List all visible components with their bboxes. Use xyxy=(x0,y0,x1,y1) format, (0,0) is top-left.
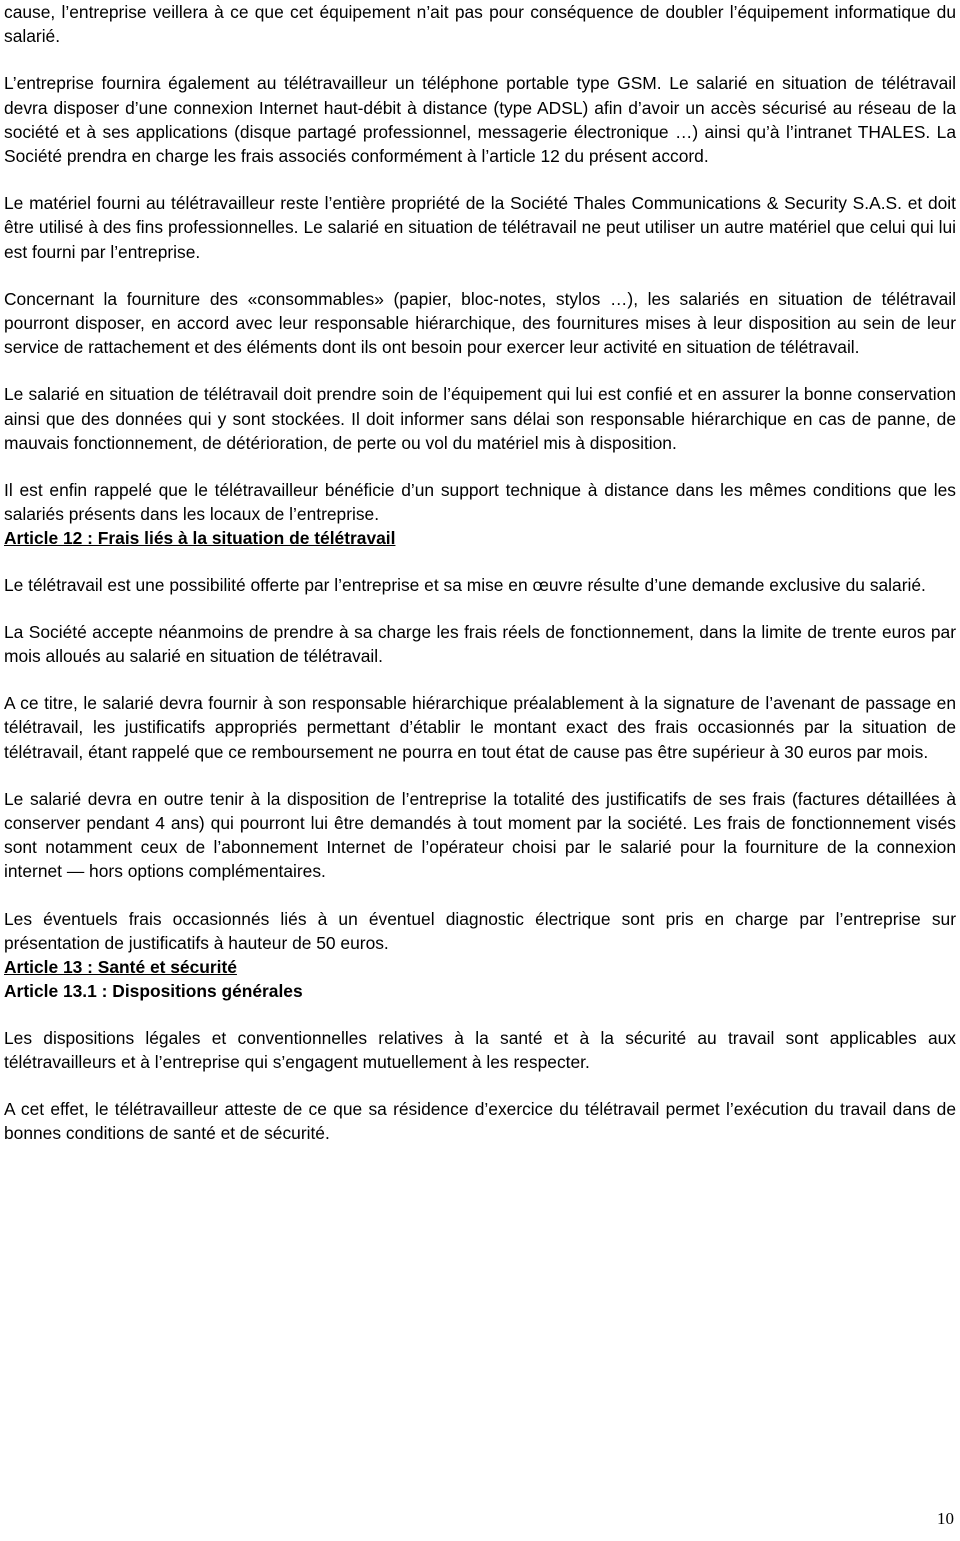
article-12-paragraph: Le télétravail est une possibilité offerte par l’entreprise et sa mise en œuvre résulte d’une demande exclusive du salarié. xyxy=(4,574,926,595)
article-13-paragraph: A cet effet, le télétravailleur atteste de ce que sa résidence d’exercice du télétravail permet l’exécution du travail dans de bonnes conditions de santé et de sécurité. xyxy=(4,1098,956,1144)
article-13-paragraph: Les dispositions légales et conventionnelles relatives à la santé et à la sécurité au travail sont applicables aux télétravailleurs et à l’entreprise qui s’engagent mutuellement à les respecter. xyxy=(4,1027,956,1072)
paragraph-support: Il est enfin rappelé que le télétravailleur bénéficie d’un support technique à distance dans les mêmes conditions que les salariés présents dans les locaux de l’entreprise. xyxy=(4,480,956,525)
article-12-paragraph: A ce titre, le salarié devra fournir à son responsable hiérarchique préalablement à la signature de l’avenant de passage en télétravail, les justificatifs appropriés permettant d’établir le montant exact des frais occasionnés par la situation de télétravail, étant rappelé que ce remboursement ne pourra en tout état de cause pas être supérieur à 30 euros par mois. xyxy=(4,693,956,762)
article-12-paragraph: Les éventuels frais occasionnés liés à un éventuel diagnostic électrique sont pris en charge par l’entreprise sur présentation de justificatifs à hauteur de 50 euros. xyxy=(4,908,956,953)
article-12-heading: Article 12 : Frais liés à la situation de télétravail xyxy=(4,528,396,549)
article-13-heading: Article 13 : Santé et sécurité xyxy=(4,957,237,978)
article-12-paragraph: La Société accepte néanmoins de prendre à sa charge les frais réels de fonctionnement, dans la limite de trente euros par mois alloués au salarié en situation de télétravail. xyxy=(4,621,956,667)
paragraph-property: Le matériel fourni au télétravailleur reste l’entière propriété de la Société Thales Communications & Security S.A.S. et doit être utilisé à des fins professionnelles. Le salarié en situation de télétravail ne peut utiliser un autre matériel que celui qui lui est fourni par l’entreprise. xyxy=(4,193,956,262)
page-number: 10 xyxy=(937,1509,954,1528)
article-12-paragraph: Le salarié devra en outre tenir à la disposition de l’entreprise la totalité des justificatifs de ses frais (factures détaillées à conserver pendant 4 ans) qui pourront lui être demandés à tout moment par la société. Les frais de fonctionnement visés sont notamment ceux de l’abonnement Internet de l’opérateur choisi par le salarié pour la fourniture de la connexion internet — hors options complémentaires. xyxy=(4,788,956,882)
article-13-1-heading: Article 13.1 : Dispositions générales xyxy=(4,981,303,1002)
paragraph-consumables: Concernant la fourniture des «consommables» (papier, bloc-notes, stylos …), les salariés en situation de télétravail pourront disposer, en accord avec leur responsable hiérarchique, des fournitures mises à leur disposition au sein de leur service de rattachement et des éléments dont ils ont besoin pour exercer leur activité en situation de télétravail. xyxy=(4,288,956,358)
document-page xyxy=(4,0,956,1145)
paragraph-care: Le salarié en situation de télétravail doit prendre soin de l’équipement qui lui est confié et en assurer la bonne conservation ainsi que des données qui y sont stockées. Il doit informer sans délai son responsable hiérarchique en cas de panne, de mauvais fonctionnement, de détérioration, de perte ou vol du matériel mis à disposition. xyxy=(4,384,956,453)
paragraph-phone-internet: L’entreprise fournira également au télétravailleur un téléphone portable type GSM. Le salarié en situation de télétravail devra disposer d’une connexion Internet haut-débit à distance (type ADSL) afin d’avoir un accès sécurisé au réseau de la société et à ses applications (disque partagé professionnel, messagerie électronique …) ainsi qu’à l’intranet THALES. La Société prendra en charge les frais associés conformément à l’article 12 du présent accord. xyxy=(4,73,956,167)
paragraph-equipment-continued: cause, l’entreprise veillera à ce que cet équipement n’ait pas pour conséquence de doubler l’équipement informatique du salarié. xyxy=(4,2,956,47)
